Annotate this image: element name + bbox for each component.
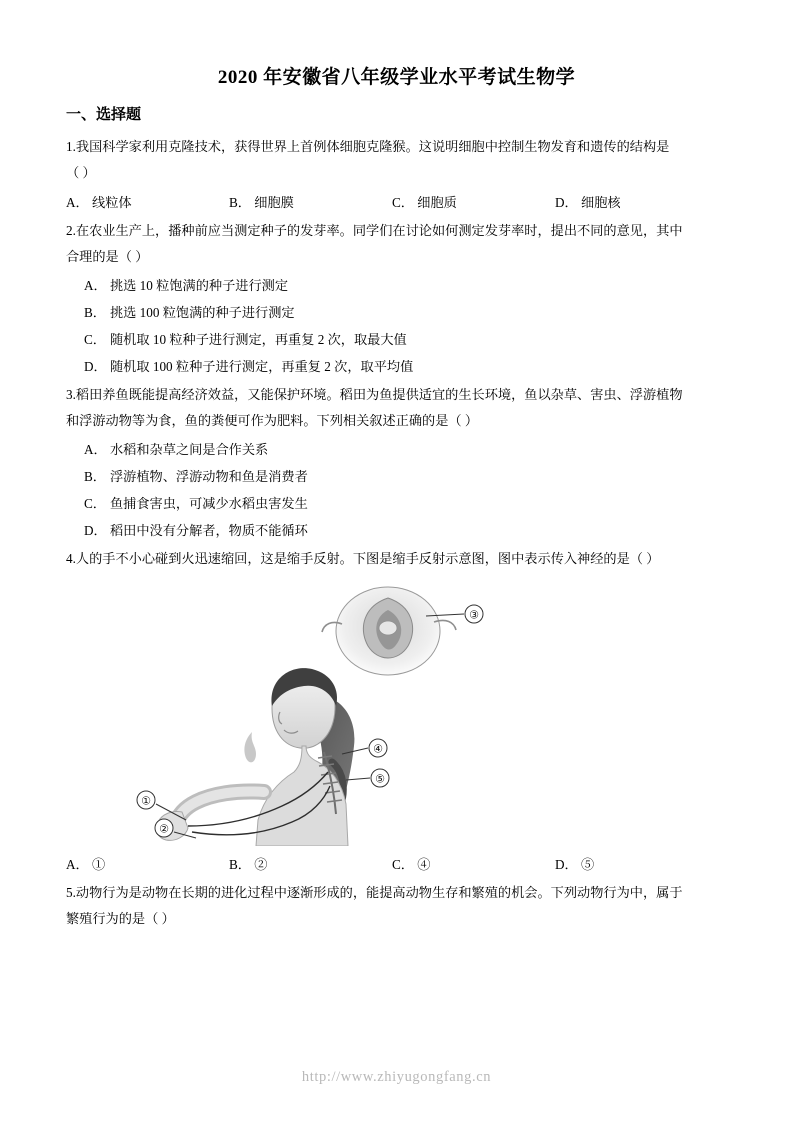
question-4-text: 人的手不小心碰到火迅速缩回，这是缩手反射。下图是缩手反射示意图，图中表示传入神经的是（ ） (75, 551, 660, 566)
question-1-options (66, 190, 727, 216)
question-3-option-c[interactable] (66, 490, 727, 517)
watermark: http://www.zhiyugongfang.cn (301, 1069, 492, 1085)
question-2-stem-line-1 (66, 218, 727, 244)
question-4-number: 4. (66, 551, 76, 566)
spinal-cord-section (322, 587, 456, 675)
question-5-stem-line-2: 繁殖行为的是（ ） (66, 911, 175, 926)
question-3-option-b-text: 浮游植物、浮游动物和鱼是消费者 (110, 469, 308, 484)
question-5-text: 动物行为是动物在长期的进化过程中逐渐形成的，能提高动物生存和繁殖的机会。下列动物行为中，属于 (75, 885, 683, 900)
question-1 (66, 134, 727, 216)
question-5-stem-line-1 (66, 880, 727, 906)
question-3-option-a-label: A． (84, 442, 107, 457)
question-3-option-c-text: 鱼捕食害虫，可减少水稻虫害发生 (110, 496, 308, 511)
question-2-option-c-label: C． (84, 332, 106, 347)
question-4-option-d[interactable]: D． ⑤ (555, 857, 595, 872)
question-3-option-a[interactable] (66, 436, 727, 463)
question-3-options (66, 436, 727, 544)
question-3-stem-line-1 (66, 382, 727, 408)
question-1-option-a[interactable]: A． 线粒体 (66, 195, 132, 210)
question-3-stem-line-2: 和浮游动物等为食，鱼的粪便可作为肥料。下列相关叙述正确的是（ ） (66, 413, 479, 428)
question-2-option-a[interactable] (66, 272, 727, 299)
question-3-option-c-label: C． (84, 496, 106, 511)
page-title: 2020 年安徽省八年级学业水平考试生物学 (217, 67, 576, 88)
question-2-option-c-text: 随机取 10 粒种子进行测定，再重复 2 次，取最大值 (110, 332, 407, 347)
question-2-option-d-text: 随机取 100 粒种子进行测定，再重复 2 次，取平均值 (110, 359, 414, 374)
section-heading: 一、选择题 (66, 107, 142, 123)
question-1-text: 我国科学家利用克隆技术，获得世界上首例体细胞克隆猴。这说明细胞中控制生物发育和遗传的结构是 (75, 139, 670, 154)
question-1-stem-line-1 (66, 134, 727, 160)
svg-text:②: ② (159, 823, 169, 836)
question-4-stem-line-1 (66, 546, 727, 572)
question-4-option-a[interactable]: A． ① (66, 857, 106, 872)
question-3-text: 稻田养鱼既能提高经济效益，又能保护环境。稻田为鱼提供适宜的生长环境，鱼以杂草、害虫、浮游植物 (75, 387, 683, 402)
question-3-option-a-text: 水稻和杂草之间是合作关系 (110, 442, 269, 457)
callout-5 (346, 769, 389, 787)
reflex-arc-diagram (96, 576, 656, 846)
svg-text:⑤: ⑤ (375, 773, 385, 786)
question-2-number: 2. (66, 223, 76, 238)
question-5 (66, 880, 727, 932)
svg-text:③: ③ (469, 609, 479, 622)
svg-text:①: ① (141, 795, 151, 808)
question-4-option-b[interactable]: B． ② (229, 857, 268, 872)
question-1-option-c[interactable]: C． 细胞质 (392, 195, 457, 210)
question-3-option-b-label: B． (84, 469, 106, 484)
svg-text:④: ④ (373, 743, 383, 756)
question-2-option-b-text: 挑选 100 粒饱满的种子进行测定 (110, 305, 295, 320)
question-2-option-b[interactable] (66, 299, 727, 326)
question-2 (66, 218, 727, 380)
question-3-option-d-text: 稻田中没有分解者，物质不能循环 (110, 523, 308, 538)
question-2-stem-line-2: 合理的是（ ） (66, 249, 149, 264)
question-3-option-d-label: D． (84, 523, 107, 538)
question-3-option-d[interactable] (66, 517, 727, 544)
question-3-number: 3. (66, 387, 76, 402)
question-5-number: 5. (66, 885, 76, 900)
reflex-arc-figure (66, 576, 727, 848)
question-2-option-a-text: 挑选 10 粒饱满的种子进行测定 (110, 278, 289, 293)
question-2-option-c[interactable] (66, 326, 727, 353)
question-4 (66, 546, 727, 878)
girl-illustration (156, 668, 354, 846)
question-1-option-d[interactable]: D． 细胞核 (555, 195, 621, 210)
question-2-text: 在农业生产上，播种前应当测定种子的发芽率。同学们在讨论如何测定发芽率时，提出不同的意见，其中 (75, 223, 683, 238)
question-1-option-b[interactable]: B． 细胞膜 (229, 195, 294, 210)
question-4-options (66, 852, 727, 878)
question-3-option-b[interactable] (66, 463, 727, 490)
question-4-option-c[interactable]: C． ④ (392, 857, 431, 872)
question-3 (66, 382, 727, 544)
question-2-option-d[interactable] (66, 353, 727, 380)
question-2-options (66, 272, 727, 380)
question-2-option-d-label: D． (84, 359, 107, 374)
question-2-option-b-label: B． (84, 305, 106, 320)
question-1-number: 1. (66, 139, 76, 154)
question-1-stem-line-2: （ ） (66, 165, 96, 180)
question-2-option-a-label: A． (84, 278, 107, 293)
